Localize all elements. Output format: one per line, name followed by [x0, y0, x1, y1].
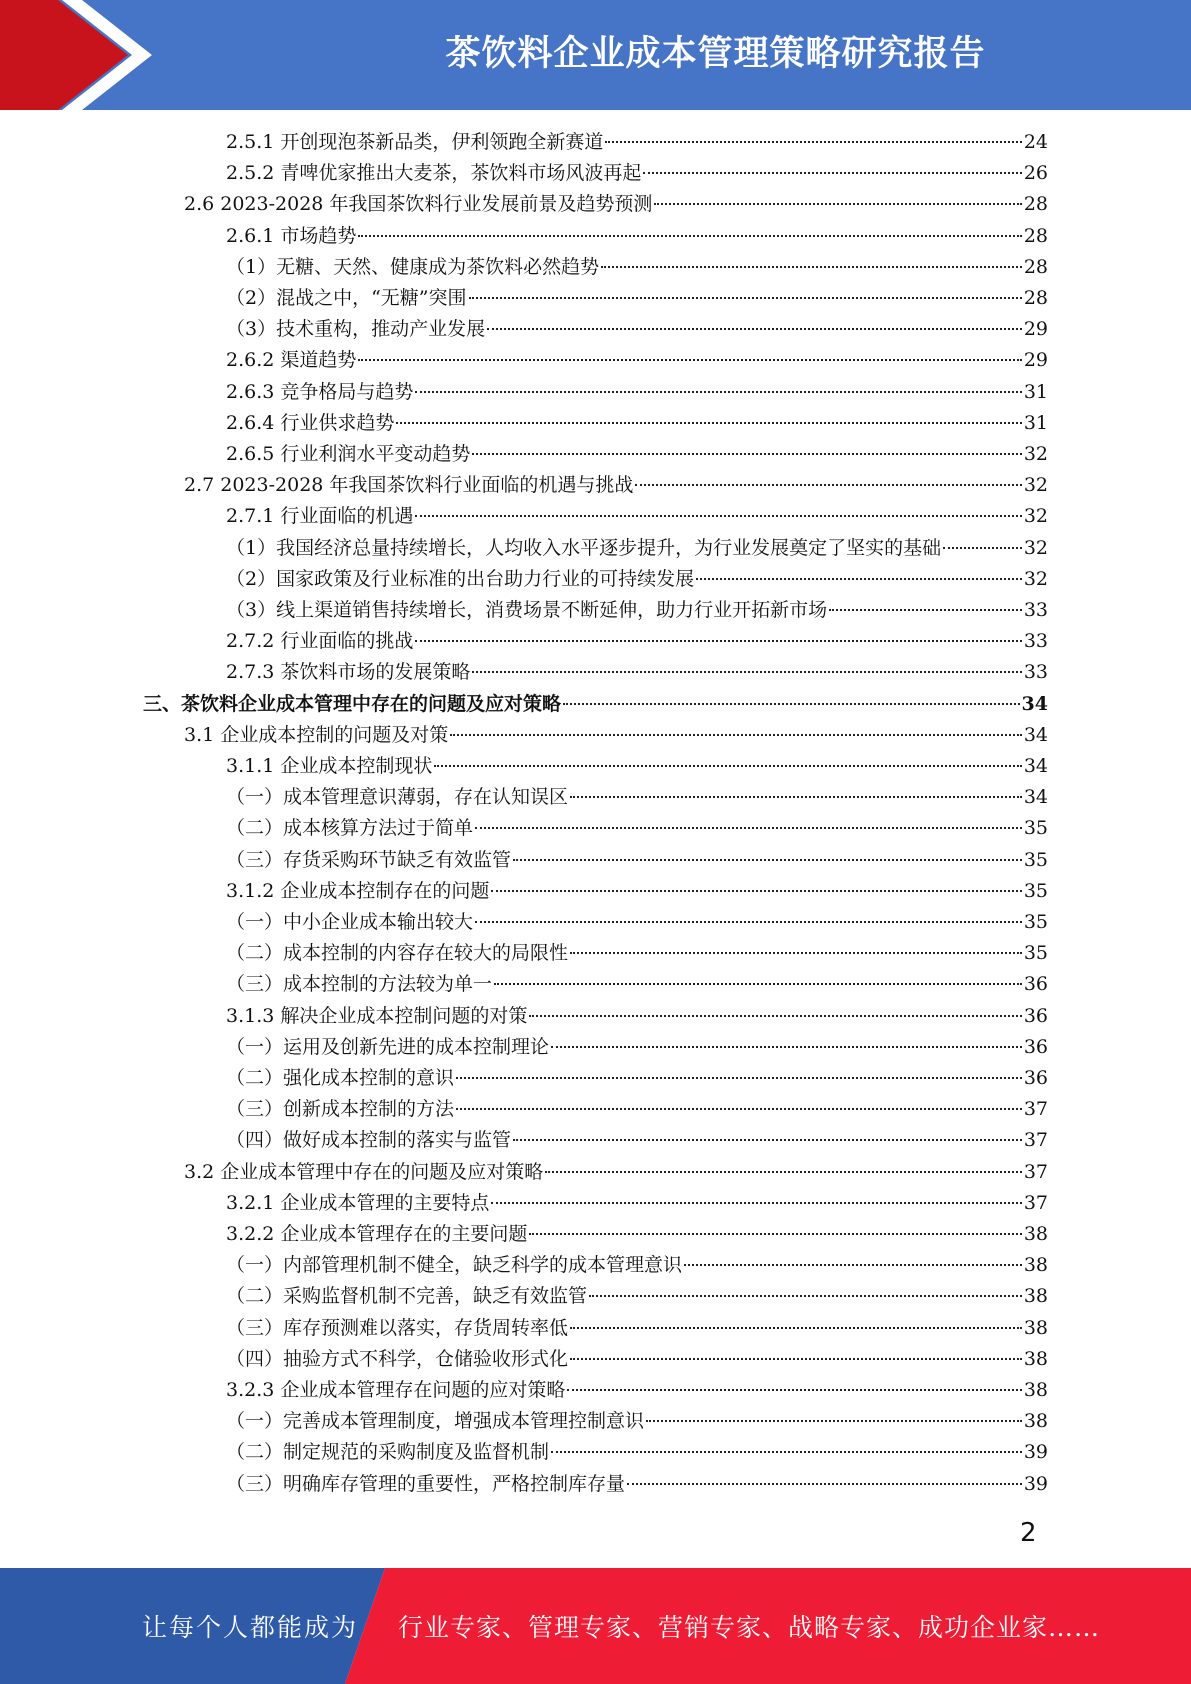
toc-entry-page: 35: [1023, 911, 1048, 933]
toc-entry-page: 28: [1023, 193, 1048, 216]
toc-dot-leader: [475, 827, 1022, 829]
toc-entry-title: （二）采购监督机制不完善，缺乏有效监管: [226, 1285, 588, 1308]
toc-entry-title: （二）成本控制的内容存在较大的局限性: [226, 942, 569, 965]
toc-entry[interactable]: [226, 1220, 1048, 1248]
toc-entry-page: 28: [1023, 224, 1048, 247]
toc-dot-leader: [529, 1015, 1021, 1017]
report-title: 茶饮料企业成本管理策略研究报告: [445, 34, 986, 74]
toc-dot-leader: [601, 266, 1022, 268]
toc-entry-title: （三）库存预测难以落实，存货周转率低: [226, 1316, 569, 1339]
toc-dot-leader: [491, 1202, 1021, 1204]
toc-entry-page: 37: [1023, 1098, 1048, 1121]
toc-entry[interactable]: [226, 222, 1048, 250]
toc-dot-leader: [829, 609, 1022, 611]
toc-entry-title: 2.6.4 行业供求趋势: [226, 411, 395, 434]
toc-entry[interactable]: [226, 440, 1048, 468]
toc-entry[interactable]: [226, 1251, 1048, 1279]
toc-entry-page: 32: [1023, 443, 1048, 465]
toc-entry-title: 2.7.2 行业面临的挑战: [226, 630, 414, 653]
toc-entry-title: （二）成本核算方法过于简单: [226, 817, 474, 840]
toc-entry-title: 2.5.1 开创现泡茶新品类，伊利领跑全新赛道: [226, 131, 604, 153]
toc-dot-leader: [551, 1046, 1022, 1048]
toc-entry[interactable]: [226, 253, 1048, 281]
toc-dot-leader: [415, 515, 1021, 517]
toc-dot-leader: [450, 734, 1022, 736]
toc-entry-page: 39: [1023, 1472, 1048, 1495]
toc-dot-leader: [434, 765, 1021, 767]
toc-entry-page: 29: [1023, 318, 1048, 341]
toc-entry[interactable]: [226, 1407, 1048, 1435]
toc-entry[interactable]: [226, 970, 1048, 998]
toc-dot-leader: [513, 1139, 1022, 1141]
toc-entry-page: 32: [1023, 536, 1048, 559]
toc-entry-title: （三）存货采购环节缺乏有效监管: [226, 848, 512, 871]
toc-entry-page: 35: [1023, 942, 1048, 965]
toc-dot-leader: [646, 1420, 1022, 1422]
toc-entry[interactable]: [226, 128, 1048, 156]
toc-entry-title: （一）内部管理机制不健全，缺乏科学的成本管理意识: [226, 1254, 683, 1277]
toc-entry-page: 38: [1023, 1379, 1048, 1401]
toc-dot-leader: [570, 1327, 1022, 1329]
toc-dot-leader: [396, 422, 1021, 424]
toc-entry-title: （三）成本控制的方法较为单一: [226, 973, 493, 996]
toc-entry[interactable]: [184, 190, 1048, 218]
toc-dot-leader: [491, 890, 1021, 892]
toc-dot-leader: [472, 671, 1021, 673]
toc-entry-title: （一）成本管理意识薄弱，存在认知误区: [226, 786, 569, 809]
toc-dot-leader: [469, 297, 1022, 299]
page-header: [0, 0, 1191, 110]
toc-entry[interactable]: [226, 315, 1048, 343]
toc-dot-leader: [475, 921, 1022, 923]
toc-entry-title: 三、茶饮料企业成本管理中存在的问题及应对策略: [143, 692, 562, 715]
toc-entry-page: 34: [1023, 786, 1048, 809]
toc-entry-page: 38: [1023, 1254, 1048, 1277]
toc-entry-title: （3）技术重构，推动产业发展: [226, 318, 486, 341]
toc-entry-title: （二）强化成本控制的意识: [226, 1067, 455, 1089]
toc-entry-title: 2.6.5 行业利润水平变动趋势: [226, 443, 471, 465]
toc-entry-page: 28: [1023, 255, 1048, 278]
toc-dot-leader: [635, 484, 1021, 486]
toc-entry-title: （2）国家政策及行业标准的出台助力行业的可持续发展: [226, 567, 695, 590]
toc-dot-leader: [513, 859, 1022, 861]
toc-entry-page: 38: [1023, 1316, 1048, 1339]
toc-entry-page: 33: [1023, 661, 1048, 684]
toc-entry-title: （1）我国经济总量持续增长，人均收入水平逐步提升，为行业发展奠定了坚实的基础: [226, 536, 942, 559]
toc-entry-page: 26: [1023, 162, 1048, 185]
toc-entry-page: 34: [1023, 755, 1048, 777]
toc-entry[interactable]: [226, 284, 1048, 312]
toc-entry[interactable]: [226, 1282, 1048, 1310]
toc-entry[interactable]: [226, 1095, 1048, 1123]
toc-entry-page: 28: [1023, 287, 1048, 309]
toc-entry-page: 36: [1023, 1004, 1048, 1027]
toc-entry-title: 2.7.3 茶饮料市场的发展策略: [226, 661, 471, 684]
toc-entry-page: 31: [1023, 380, 1048, 403]
toc-entry[interactable]: [226, 1438, 1048, 1466]
toc-entry-title: 3.1.1 企业成本控制现状: [226, 755, 433, 777]
toc-dot-leader: [605, 141, 1021, 143]
toc-dot-leader: [487, 328, 1022, 330]
toc-entry[interactable]: [226, 1002, 1048, 1030]
toc-entry-title: （1）无糖、天然、健康成为茶饮料必然趋势: [226, 255, 600, 278]
toc-entry-page: 35: [1023, 879, 1048, 902]
toc-entry-title: （一）完善成本管理制度，增强成本管理控制意识: [226, 1410, 645, 1433]
toc-entry[interactable]: [226, 596, 1048, 624]
toc-entry-title: 2.5.2 青啤优家推出大麦茶，茶饮料市场风波再起: [226, 162, 642, 185]
toc-entry-page: 37: [1023, 1191, 1048, 1214]
toc-entry[interactable]: [226, 752, 1048, 780]
toc-entry-page: 31: [1023, 411, 1048, 434]
toc-dot-leader: [627, 1483, 1022, 1485]
toc-entry-title: （四）做好成本控制的落实与监管: [226, 1129, 512, 1152]
page-footer: [0, 1568, 1191, 1684]
toc-entry[interactable]: [226, 939, 1048, 967]
toc-dot-leader: [494, 983, 1022, 985]
toc-entry-title: （一）中小企业成本输出较大: [226, 911, 474, 933]
toc-entry[interactable]: [226, 783, 1048, 811]
toc-entry-title: 3.2.1 企业成本管理的主要特点: [226, 1191, 490, 1214]
toc-dot-leader: [570, 1358, 1022, 1360]
toc-entry-page: 32: [1023, 505, 1048, 528]
toc-entry-page: 37: [1023, 1160, 1048, 1183]
toc-dot-leader: [943, 547, 1022, 549]
toc-entry-page: 24: [1023, 131, 1048, 153]
toc-entry-page: 38: [1023, 1223, 1048, 1245]
toc-entry-title: 2.6.1 市场趋势: [226, 224, 357, 247]
toc-entry[interactable]: [226, 159, 1048, 187]
toc-entry-title: （3）线上渠道销售持续增长，消费场景不断延伸，助力行业开拓新市场: [226, 599, 828, 621]
toc-dot-leader: [472, 453, 1021, 455]
toc-entry[interactable]: [226, 565, 1048, 593]
toc-entry-page: 36: [1023, 1035, 1048, 1058]
toc-entry-title: 3.1 企业成本控制的问题及对策: [184, 723, 449, 746]
toc-entry[interactable]: [226, 534, 1048, 562]
toc-dot-leader: [643, 172, 1021, 174]
toc-dot-leader: [589, 1295, 1022, 1297]
toc-dot-leader: [563, 703, 1020, 705]
toc-dot-leader: [684, 1264, 1022, 1266]
toc-entry-title: 3.1.2 企业成本控制存在的问题: [226, 879, 490, 902]
toc-entry-page: 32: [1023, 474, 1048, 497]
toc-entry-page: 35: [1023, 817, 1048, 840]
toc-entry[interactable]: [226, 877, 1048, 905]
toc-entry-page: 35: [1023, 848, 1048, 871]
toc-entry[interactable]: [226, 1376, 1048, 1404]
toc-entry[interactable]: [226, 1470, 1048, 1498]
toc-entry[interactable]: [226, 627, 1048, 655]
toc-dot-leader: [551, 1451, 1022, 1453]
toc-entry-title: 3.2.2 企业成本管理存在的主要问题: [226, 1223, 528, 1245]
header-arrow-decoration: [0, 0, 300, 110]
toc-entry[interactable]: [226, 814, 1048, 842]
toc-entry-title: （2）混战之中，“无糖”突围: [226, 287, 467, 309]
toc-dot-leader: [456, 1077, 1022, 1079]
toc-entry[interactable]: [143, 690, 1048, 718]
toc-entry-page: 39: [1023, 1441, 1048, 1464]
toc-dot-leader: [529, 1233, 1021, 1235]
toc-entry-title: 2.6 2023-2028 年我国茶饮料行业发展前景及趋势预测: [184, 193, 653, 216]
toc-entry[interactable]: [226, 846, 1048, 874]
toc-dot-leader: [545, 1171, 1022, 1173]
toc-entry[interactable]: [226, 1345, 1048, 1373]
toc-entry-title: （四）抽验方式不科学，仓储验收形式化: [226, 1347, 569, 1370]
toc-entry-page: 36: [1023, 1067, 1048, 1089]
toc-entry-title: 3.2 企业成本管理中存在的问题及应对策略: [184, 1160, 544, 1183]
toc-dot-leader: [570, 952, 1022, 954]
toc-entry[interactable]: [226, 346, 1048, 374]
toc-entry-title: （一）运用及创新先进的成本控制理论: [226, 1035, 550, 1058]
toc-entry[interactable]: [226, 1314, 1048, 1342]
toc-entry-page: 33: [1023, 599, 1048, 621]
toc-entry-page: 29: [1023, 349, 1048, 372]
toc-entry-page: 32: [1023, 567, 1048, 590]
toc-entry-title: 2.7 2023-2028 年我国茶饮料行业面临的机遇与挑战: [184, 474, 634, 497]
toc-dot-leader: [358, 359, 1021, 361]
toc-entry[interactable]: [184, 721, 1048, 749]
footer-slogan-right: 行业专家、管理专家、营销专家、战略专家、成功企业家……: [398, 1613, 1101, 1642]
toc-dot-leader: [654, 203, 1021, 205]
toc-entry-page: 34: [1023, 723, 1048, 746]
toc-dot-leader: [570, 796, 1022, 798]
toc-dot-leader: [358, 235, 1021, 237]
toc-entry[interactable]: [226, 1126, 1048, 1154]
toc-entry-title: 3.1.3 解决企业成本控制问题的对策: [226, 1004, 528, 1027]
toc-entry[interactable]: [226, 908, 1048, 936]
toc-entry-title: 2.6.3 竞争格局与趋势: [226, 380, 414, 403]
toc-entry[interactable]: [226, 658, 1048, 686]
footer-slogan-left: 让每个人都能成为: [142, 1613, 359, 1642]
toc-entry-page: 38: [1023, 1410, 1048, 1433]
toc-entry[interactable]: [184, 471, 1048, 499]
page-number: 2: [1020, 1518, 1037, 1548]
toc-entry-title: 2.7.1 行业面临的机遇: [226, 505, 414, 528]
toc-entry[interactable]: [226, 502, 1048, 530]
toc-dot-leader: [415, 640, 1021, 642]
toc-dot-leader: [696, 578, 1022, 580]
toc-entry-page: 34: [1021, 692, 1048, 715]
toc-entry[interactable]: [226, 409, 1048, 437]
toc-dot-leader: [567, 1389, 1021, 1391]
toc-entry-title: （三）创新成本控制的方法: [226, 1098, 455, 1121]
toc-entry-title: 3.2.3 企业成本管理存在问题的应对策略: [226, 1379, 566, 1401]
toc-entry[interactable]: [226, 1064, 1048, 1092]
toc-entry[interactable]: [184, 1158, 1048, 1186]
toc-entry-page: 36: [1023, 973, 1048, 996]
toc-entry[interactable]: [226, 1033, 1048, 1061]
toc-entry-page: 38: [1023, 1285, 1048, 1308]
toc-entry-page: 38: [1023, 1347, 1048, 1370]
toc-entry[interactable]: [226, 378, 1048, 406]
toc-entry-page: 37: [1023, 1129, 1048, 1152]
toc-entry-page: 33: [1023, 630, 1048, 653]
toc-entry[interactable]: [226, 1189, 1048, 1217]
toc-entry-title: （三）明确库存管理的重要性，严格控制库存量: [226, 1472, 626, 1495]
toc-dot-leader: [415, 391, 1021, 393]
toc-dot-leader: [456, 1108, 1022, 1110]
toc-entry-title: 2.6.2 渠道趋势: [226, 349, 357, 372]
toc-entry-title: （二）制定规范的采购制度及监督机制: [226, 1441, 550, 1464]
